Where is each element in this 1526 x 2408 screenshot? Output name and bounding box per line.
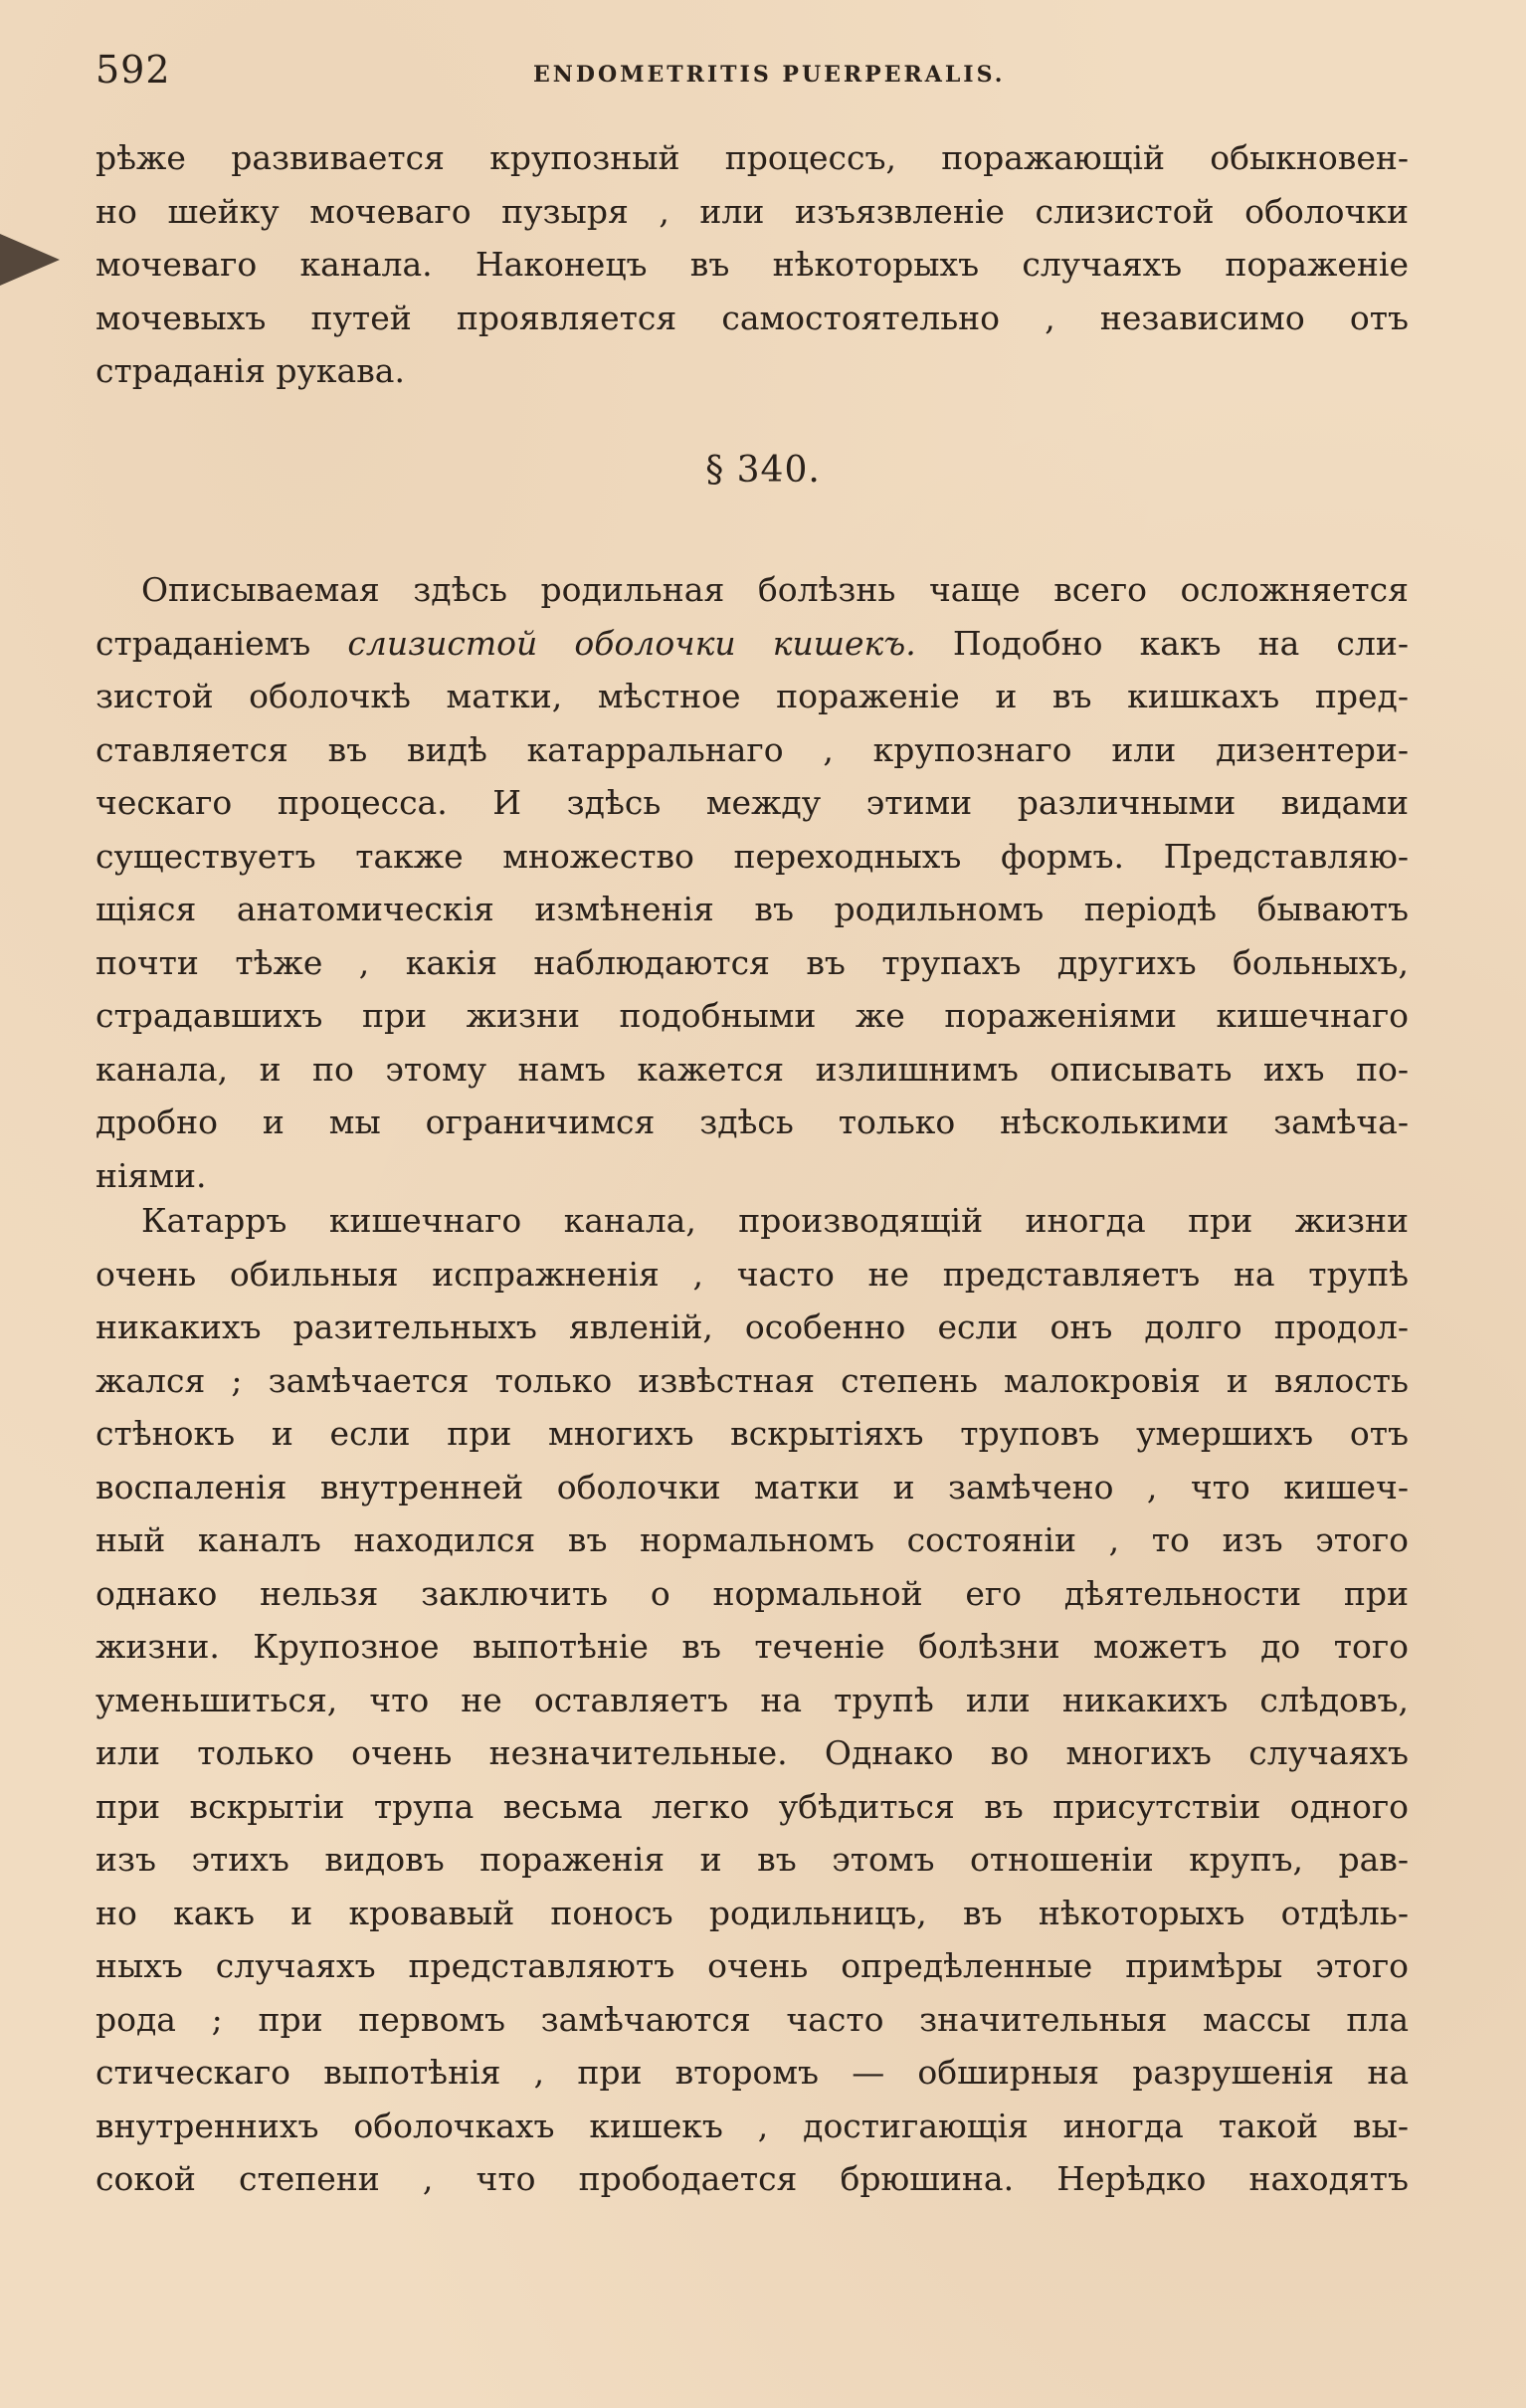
text-line: канала, и по этому намъ кажется излишнимъ описывать ихъ по- [95, 1049, 1409, 1089]
text-line: внутреннихъ оболочкахъ кишекъ , достигающія иногда такой вы- [95, 2106, 1409, 2145]
text-line-with-emphasis [95, 617, 1409, 671]
text-line: страдавшихъ при жизни подобными же пораженіями кишечнаго [95, 996, 1409, 1035]
text-line: Описываемая здѣсь родильная болѣзнь чаще всего осложняется [141, 570, 1409, 609]
text-line: уменьшиться, что не оставляетъ на трупѣ или никакихъ слѣдовъ, [95, 1680, 1409, 1719]
page-number: 592 [95, 48, 171, 92]
text-line: ныхъ случаяхъ представляютъ очень опредѣленные примѣры этого [95, 1946, 1409, 1985]
text-line: никакихъ разительныхъ явленій, особенно если онъ долго продол- [95, 1307, 1409, 1346]
text-line: изъ этихъ видовъ пораженія и въ этомъ отношеніи крупъ, рав- [95, 1840, 1409, 1879]
text-line: жался ; замѣчается только извѣстная степень малокровія и вялость [95, 1360, 1409, 1400]
paragraph-1 [95, 563, 1409, 1202]
text-line: почти тѣже , какія наблюдаются въ трупахъ другихъ больныхъ, [95, 942, 1409, 982]
text-line: мочевыхъ путей проявляется самостоятельно , независимо отъ [95, 298, 1409, 337]
text-line: ніями. [95, 1155, 207, 1195]
page-header [95, 48, 1409, 107]
emphasis-text: слизистой оболочки кишекъ. [347, 623, 916, 663]
running-title: ENDOMETRITIS PUERPERALIS. [533, 62, 1006, 88]
text-line: рода ; при первомъ замѣчаются часто значительныя массы пла [95, 1999, 1409, 2039]
text-line: очень обильныя испражненія , часто не представляетъ на трупѣ [95, 1254, 1409, 1294]
text-line: сокой степени , что прободается брюшина. Нерѣдко находятъ [95, 2159, 1409, 2198]
text-line: ный каналъ находился въ нормальномъ состояніи , то изъ этого [95, 1520, 1409, 1559]
paragraph-2 [95, 1194, 1409, 2206]
text-line: или только очень незначительные. Однако во многихъ случаяхъ [95, 1733, 1409, 1772]
text-line: мочеваго канала. Наконецъ въ нѣкоторыхъ случаяхъ пораженіе [95, 245, 1409, 284]
text-line: Катарръ кишечнаго канала, производящій иногда при жизни [141, 1201, 1409, 1240]
text-run: страданіемъ [95, 623, 348, 663]
section-heading: § 340. [705, 450, 821, 491]
text-line: воспаленія внутренней оболочки матки и замѣчено , что кишеч- [95, 1467, 1409, 1506]
text-line: но какъ и кровавый поносъ родильницъ, въ нѣкоторыхъ отдѣль- [95, 1893, 1409, 1932]
text-line: стическаго выпотѣнія , при второмъ — обширныя разрушенія на [95, 2053, 1409, 2092]
text-line: но шейку мочеваго пузыря , или изъязвленіе слизистой оболочки [95, 191, 1409, 231]
text-line: однако нельзя заключить о нормальной его дѣятельности при [95, 1573, 1409, 1613]
text-line: жизни. Крупозное выпотѣніе въ теченіе болѣзни можетъ до того [95, 1627, 1409, 1666]
text-line: щіяся анатомическія измѣненія въ родильномъ періодѣ бываютъ [95, 890, 1409, 928]
text-line: страданія рукава. [95, 351, 405, 390]
margin-pointer-mark [0, 234, 60, 286]
text-line: рѣже развивается крупозный процессъ, поражающій обыкновен- [95, 138, 1409, 177]
intro-paragraph [95, 131, 1409, 398]
text-run: Подобно какъ на сли- [915, 623, 1410, 663]
text-line: дробно и мы ограничимся здѣсь только нѣсколькими замѣча- [95, 1103, 1409, 1141]
text-line: существуетъ также множество переходныхъ формъ. Представляю- [95, 836, 1409, 876]
text-line: стѣнокъ и если при многихъ вскрытіяхъ труповъ умершихъ отъ [95, 1414, 1409, 1453]
text-line: ческаго процесса. И здѣсь между этими различными видами [95, 783, 1409, 822]
text-line: ставляется въ видѣ катарральнаго , крупознаго или дизентери- [95, 729, 1409, 769]
text-line: при вскрытіи трупа весьма легко убѣдиться въ присутствіи одного [95, 1786, 1409, 1826]
text-line: зистой оболочкѣ матки, мѣстное пораженіе и въ кишкахъ пред- [95, 677, 1409, 715]
